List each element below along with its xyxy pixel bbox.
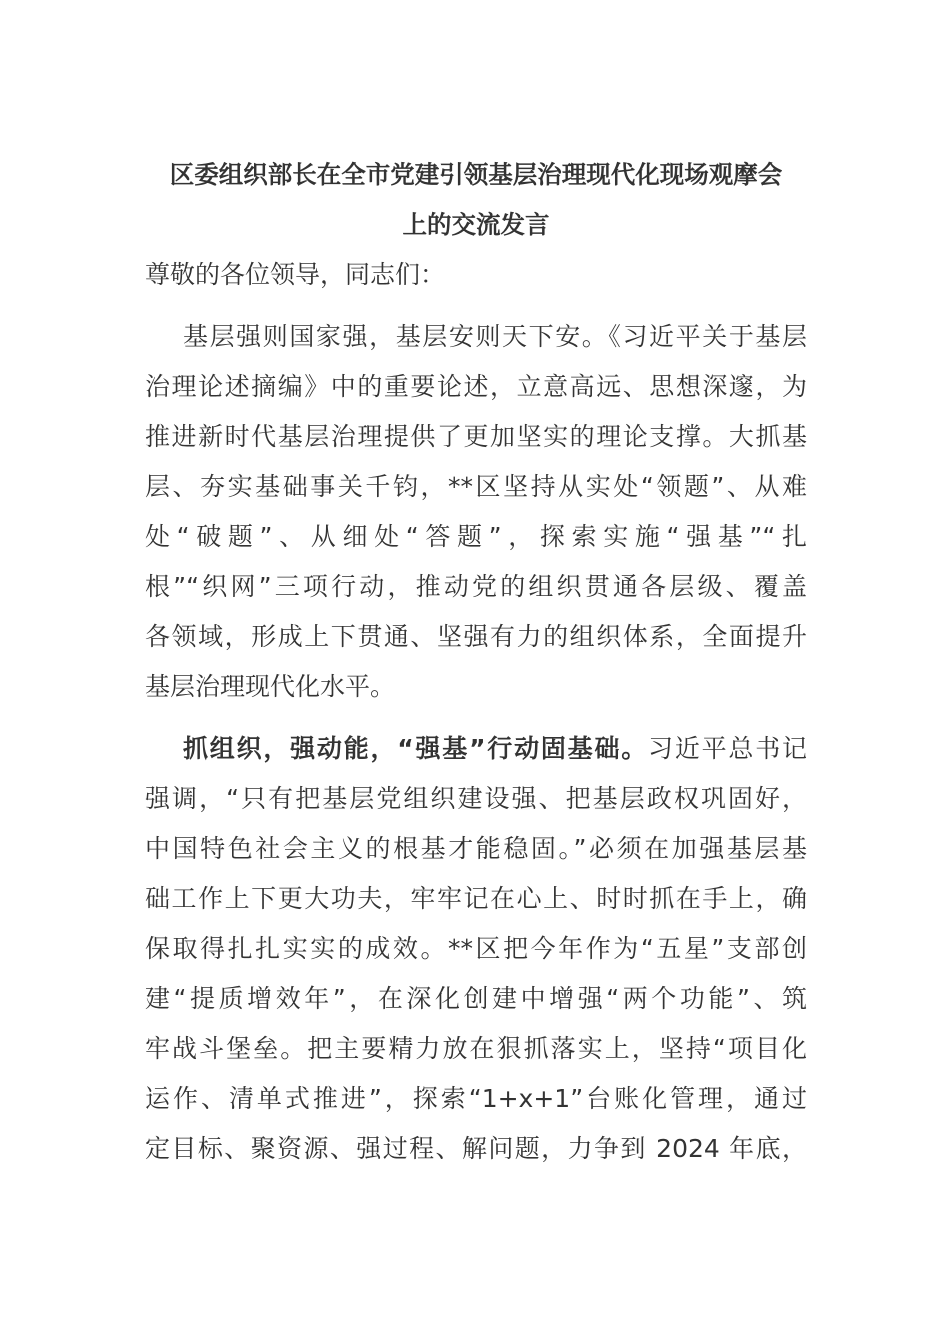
paragraph-line: 各领域，形成上下贯通、坚强有力的组织体系，全面提升 (145, 622, 807, 651)
paragraph-line: 强调，“只有把基层党组织建设强、把基层政权巩固好， (145, 784, 807, 813)
paragraph-line: 根”“织网”三项行动，推动党的组织贯通各层级、覆盖 (145, 572, 807, 601)
greeting: 尊敬的各位领导，同志们： (145, 260, 446, 289)
section-heading: 抓组织，强动能，“强基”行动固基础。 (183, 734, 649, 763)
paragraph-line: 中国特色社会主义的根基才能稳固。”必须在加强基层基 (145, 834, 807, 863)
paragraph-line: 定目标、聚资源、强过程、解问题，力争到 2024 年底， (145, 1134, 807, 1163)
paragraph-line: 推进新时代基层治理提供了更加坚实的理论支撑。大抓基 (145, 422, 807, 451)
paragraph-line: 治理论述摘编》中的重要论述，立意高远、思想深邃，为 (145, 372, 807, 401)
paragraph-1 (145, 312, 807, 712)
paragraph-line: 运作、清单式推进”，探索“1+x+1”台账化管理，通过 (145, 1084, 807, 1113)
title-line-1: 区委组织部长在全市党建引领基层治理现代化现场观摩会 (169, 160, 783, 189)
paragraph-line: 基层强则国家强，基层安则天下安。《习近平关于基层 (183, 322, 807, 351)
paragraph-line: 牢战斗堡垒。把主要精力放在狠抓落实上，坚持“项目化 (145, 1034, 807, 1063)
paragraph-line: 处“破题”、从细处“答题”，探索实施“强基”“扎 (145, 522, 807, 551)
paragraph-line: 层、夯实基础事关千钧，**区坚持从实处“领题”、从难 (145, 472, 807, 501)
document-title (125, 150, 827, 250)
document-page (145, 150, 807, 1174)
paragraph-line: 保取得扎扎实实的成效。**区把今年作为“五星”支部创 (145, 934, 807, 963)
heading-trailing-text: 习近平总书记 (648, 734, 807, 763)
paragraph-2 (145, 724, 807, 1174)
paragraph-line: 基层治理现代化水平。 (145, 672, 396, 701)
paragraph-first-line (145, 724, 807, 774)
title-line-2: 上的交流发言 (402, 210, 550, 239)
paragraph-line: 础工作上下更大功夫，牢牢记在心上、时时抓在手上，确 (145, 884, 807, 913)
paragraph-line: 建“提质增效年”，在深化创建中增强“两个功能”、筑 (145, 984, 807, 1013)
